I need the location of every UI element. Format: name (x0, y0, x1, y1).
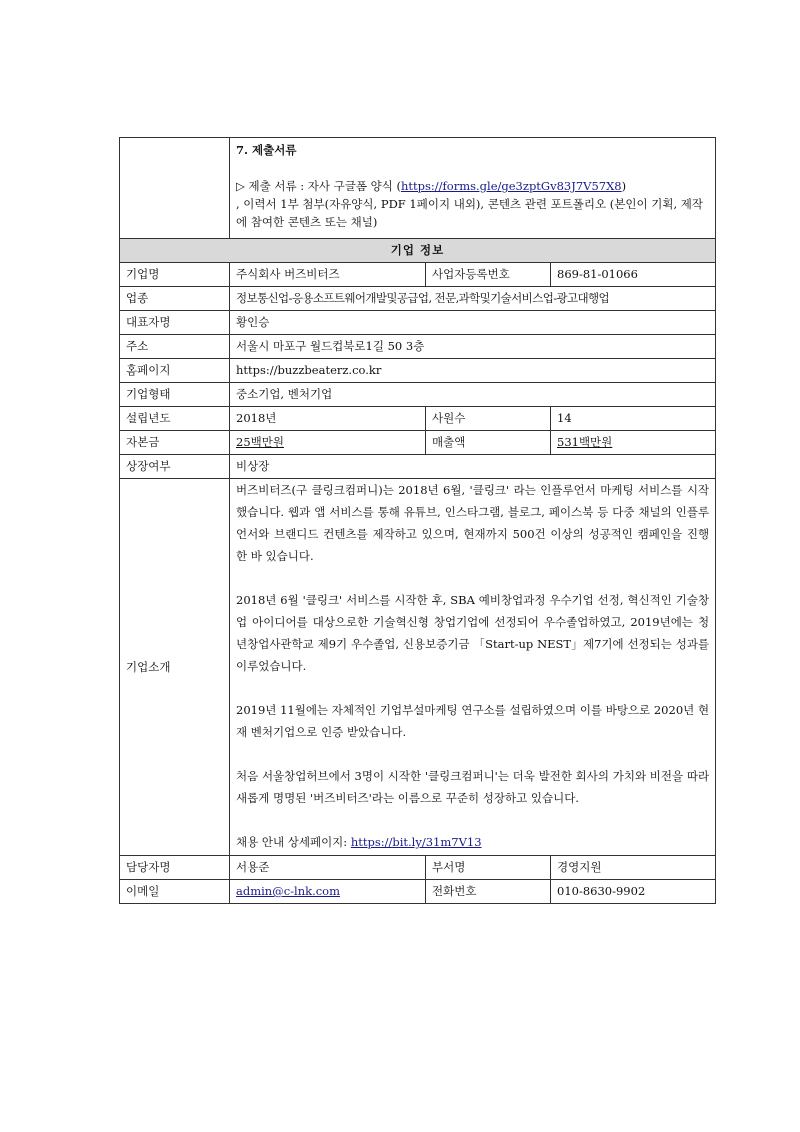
dept-value: 경영지원 (551, 856, 716, 880)
intro-paragraph-2: 2018년 6월 '클링크' 서비스를 시작한 후, SBA 예비창업과정 우수기업 선정, 혁신적인 기술창업 아이디어를 대상으로한 기술혁신형 창업기업에 선정되어 우수졸업하였고, 2019년에는 청년창업사관학교 제9기 우수졸업, 신용보증기금 「Start-up NEST」제7기에 선정되는 성과를 이루었습니다. (236, 593, 710, 673)
row-company-type (120, 383, 716, 407)
industry-value: 정보통신업-응용소프트웨어개발및공급업, 전문,과학및기술서비스업-광고대행업 (230, 287, 716, 311)
row-contact (120, 856, 716, 880)
intro-label: 기업소개 (120, 479, 230, 856)
recruit-page-prefix: 채용 안내 상세페이지: (236, 835, 351, 849)
listing-label: 상장여부 (120, 455, 230, 479)
recruit-page-link[interactable]: https://bit.ly/31m7V13 (350, 835, 482, 849)
intro-paragraph-4: 처음 서울창업허브에서 3명이 시작한 '클링크컴퍼니'는 더욱 발전한 회사의 가치와 비전을 따라 새롭게 명명된 '버즈비터즈'라는 이름으로 꾸준히 성장하고 있습니다. (236, 769, 710, 805)
dept-label: 부서명 (426, 856, 551, 880)
row-company-name (120, 263, 716, 287)
row-homepage (120, 359, 716, 383)
employees-value: 14 (551, 407, 716, 431)
email-link[interactable]: admin@c-lnk.com (236, 884, 341, 898)
reg-number-label: 사업자등록번호 (426, 263, 551, 287)
employees-label: 사원수 (426, 407, 551, 431)
reg-number-value: 869-81-01066 (551, 263, 716, 287)
submission-suffix: ) (621, 179, 627, 193)
founded-value: 2018년 (230, 407, 426, 431)
intro-paragraph-3: 2019년 11월에는 자체적인 기업부설마케팅 연구소를 설립하였으며 이를 바탕으로 2020년 현재 벤처기업으로 인증 받았습니다. (236, 703, 710, 739)
ceo-value: 황인승 (230, 311, 716, 335)
ceo-label: 대표자명 (120, 311, 230, 335)
capital-cell (230, 431, 426, 455)
address-label: 주소 (120, 335, 230, 359)
company-name-label: 기업명 (120, 263, 230, 287)
homepage-value: https://buzzbeaterz.co.kr (230, 359, 716, 383)
row-industry (120, 287, 716, 311)
section-header-row (120, 239, 716, 263)
intro-cell (230, 479, 716, 856)
row-listing (120, 455, 716, 479)
company-info-table (119, 137, 716, 904)
email-label: 이메일 (120, 880, 230, 904)
google-form-link[interactable]: https://forms.gle/ge3zptGv83J7V57X8 (401, 179, 622, 193)
capital-label: 자본금 (120, 431, 230, 455)
company-name-value: 주식회사 버즈비터즈 (230, 263, 426, 287)
submission-prefix: ▷ 제출 서류 : 자사 구글폼 양식 ( (236, 179, 401, 193)
row-ceo (120, 311, 716, 335)
row-intro (120, 479, 716, 856)
company-type-value: 중소기업, 벤처기업 (230, 383, 716, 407)
company-type-label: 기업형태 (120, 383, 230, 407)
phone-label: 전화번호 (426, 880, 551, 904)
submission-line2: , 이력서 1부 첨부(자유양식, PDF 1페이지 내외), 콘텐츠 관련 포트폴리오 (본인이 기획, 제작에 참여한 콘텐츠 또는 채널) (236, 197, 704, 229)
intro-paragraph-1: 버즈비터즈(구 클링크컴퍼니)는 2018년 6월, '클링크' 라는 인플루언서 마케팅 서비스를 시작했습니다. 웹과 앱 서비스를 통해 유튜브, 인스타그램, 블로그, 페이스북 등 다중 채널의 인플루언서와 브랜디드 컨텐츠를 제작하고 있으며, 현재까지 500건 이상의 성공적인 캠페인을 진행한 바 있습니다. (236, 483, 710, 563)
listing-value: 비상장 (230, 455, 716, 479)
revenue-cell (551, 431, 716, 455)
row-founded (120, 407, 716, 431)
intro-paragraph-5 (236, 831, 709, 853)
row-email (120, 880, 716, 904)
contact-value: 서용준 (230, 856, 426, 880)
revenue-label: 매출액 (426, 431, 551, 455)
submission-empty-label (120, 138, 230, 239)
row-address (120, 335, 716, 359)
revenue-value: 531백만원 (557, 435, 613, 449)
contact-label: 담당자명 (120, 856, 230, 880)
company-section-title: 기업 정보 (120, 239, 716, 263)
industry-label: 업종 (120, 287, 230, 311)
row-capital (120, 431, 716, 455)
submission-title: 7. 제출서류 (236, 143, 297, 157)
submission-cell (230, 138, 716, 239)
phone-value: 010-8630-9902 (551, 880, 716, 904)
email-cell (230, 880, 426, 904)
capital-value: 25백만원 (236, 435, 284, 449)
founded-label: 설립년도 (120, 407, 230, 431)
submission-line1 (236, 177, 709, 195)
submission-row (120, 138, 716, 239)
homepage-label: 홈페이지 (120, 359, 230, 383)
address-value: 서울시 마포구 월드컵북로1길 50 3층 (230, 335, 716, 359)
